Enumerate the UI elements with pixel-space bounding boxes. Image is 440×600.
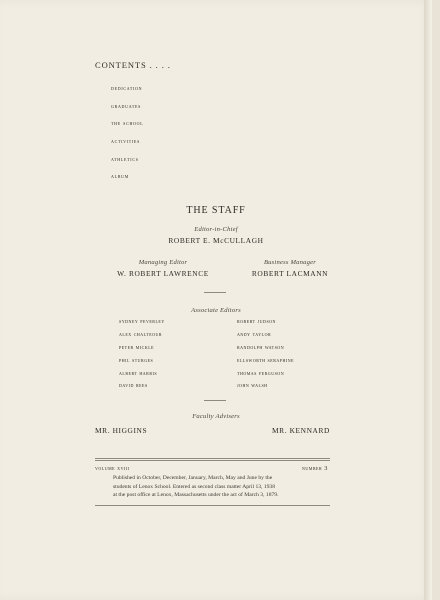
publication-note-line: students of Lenox School. Entered as second class matter April 13, 1938 <box>113 483 276 490</box>
associate-editor: sydney peverley <box>119 318 165 325</box>
contents-item: album <box>111 173 129 181</box>
staff-title: THE STAFF <box>186 205 246 216</box>
associate-editor: peter mickle <box>119 343 155 351</box>
contents-item: activities <box>111 138 140 146</box>
managing-editor-name: W. ROBERT LAWRENCE <box>117 269 209 278</box>
faculty-adviser-left: MR. HIGGINS <box>95 426 148 435</box>
contents-list <box>111 80 143 186</box>
associate-editor: john walsh <box>237 382 268 390</box>
publication-note <box>113 474 333 500</box>
contents-item: dedication <box>111 85 143 92</box>
editor-in-chief-name: ROBERT E. McCULLAGH <box>168 236 264 245</box>
associate-editors-right <box>237 316 294 393</box>
divider <box>204 400 226 401</box>
contents-item: the school <box>111 120 144 128</box>
business-manager-name: ROBERT LACMANN <box>251 269 329 278</box>
associate-editor: ellsworth seraphine <box>237 356 295 364</box>
volume-label: volume xviii <box>95 465 130 472</box>
publication-note-line: at the post office at Lenox, Massachusetts under the act of March 3, 1879. <box>113 492 279 499</box>
contents-item: athletics <box>111 155 139 163</box>
managing-editor-role: Managing Editor <box>138 259 188 266</box>
publication-note-line: Published in October, December, January, March, May and June by the <box>113 475 273 481</box>
associate-editors-left <box>119 316 165 393</box>
footer-rule <box>95 458 330 459</box>
divider <box>204 292 226 293</box>
associate-editor: robert judson <box>237 318 276 325</box>
associate-editor: alex chalteour <box>119 330 163 338</box>
associate-editor: andy taylor <box>237 330 272 338</box>
associate-editor: albert harris <box>119 369 158 377</box>
faculty-adviser-right: MR. KENNARD <box>272 426 330 435</box>
contents-item: graduates <box>111 102 142 110</box>
number-label: number 3 <box>302 465 328 472</box>
associate-editor: phil sturges <box>119 356 154 364</box>
associate-editor: thomas ferguson <box>237 369 285 377</box>
associate-editor: randolph watson <box>237 343 285 351</box>
footer-rule <box>95 505 330 506</box>
associate-editors-role: Associate Editors <box>191 307 241 314</box>
page-edge <box>424 0 432 600</box>
editor-in-chief-role: Editor-in-Chief <box>194 226 238 233</box>
business-manager-role: Business Manager <box>263 259 317 266</box>
footer-rule <box>95 460 330 461</box>
contents-title: CONTENTS . . . . <box>95 60 171 70</box>
faculty-advisers-role: Faculty Advisers <box>192 413 240 420</box>
associate-editor: david rees <box>119 382 148 390</box>
